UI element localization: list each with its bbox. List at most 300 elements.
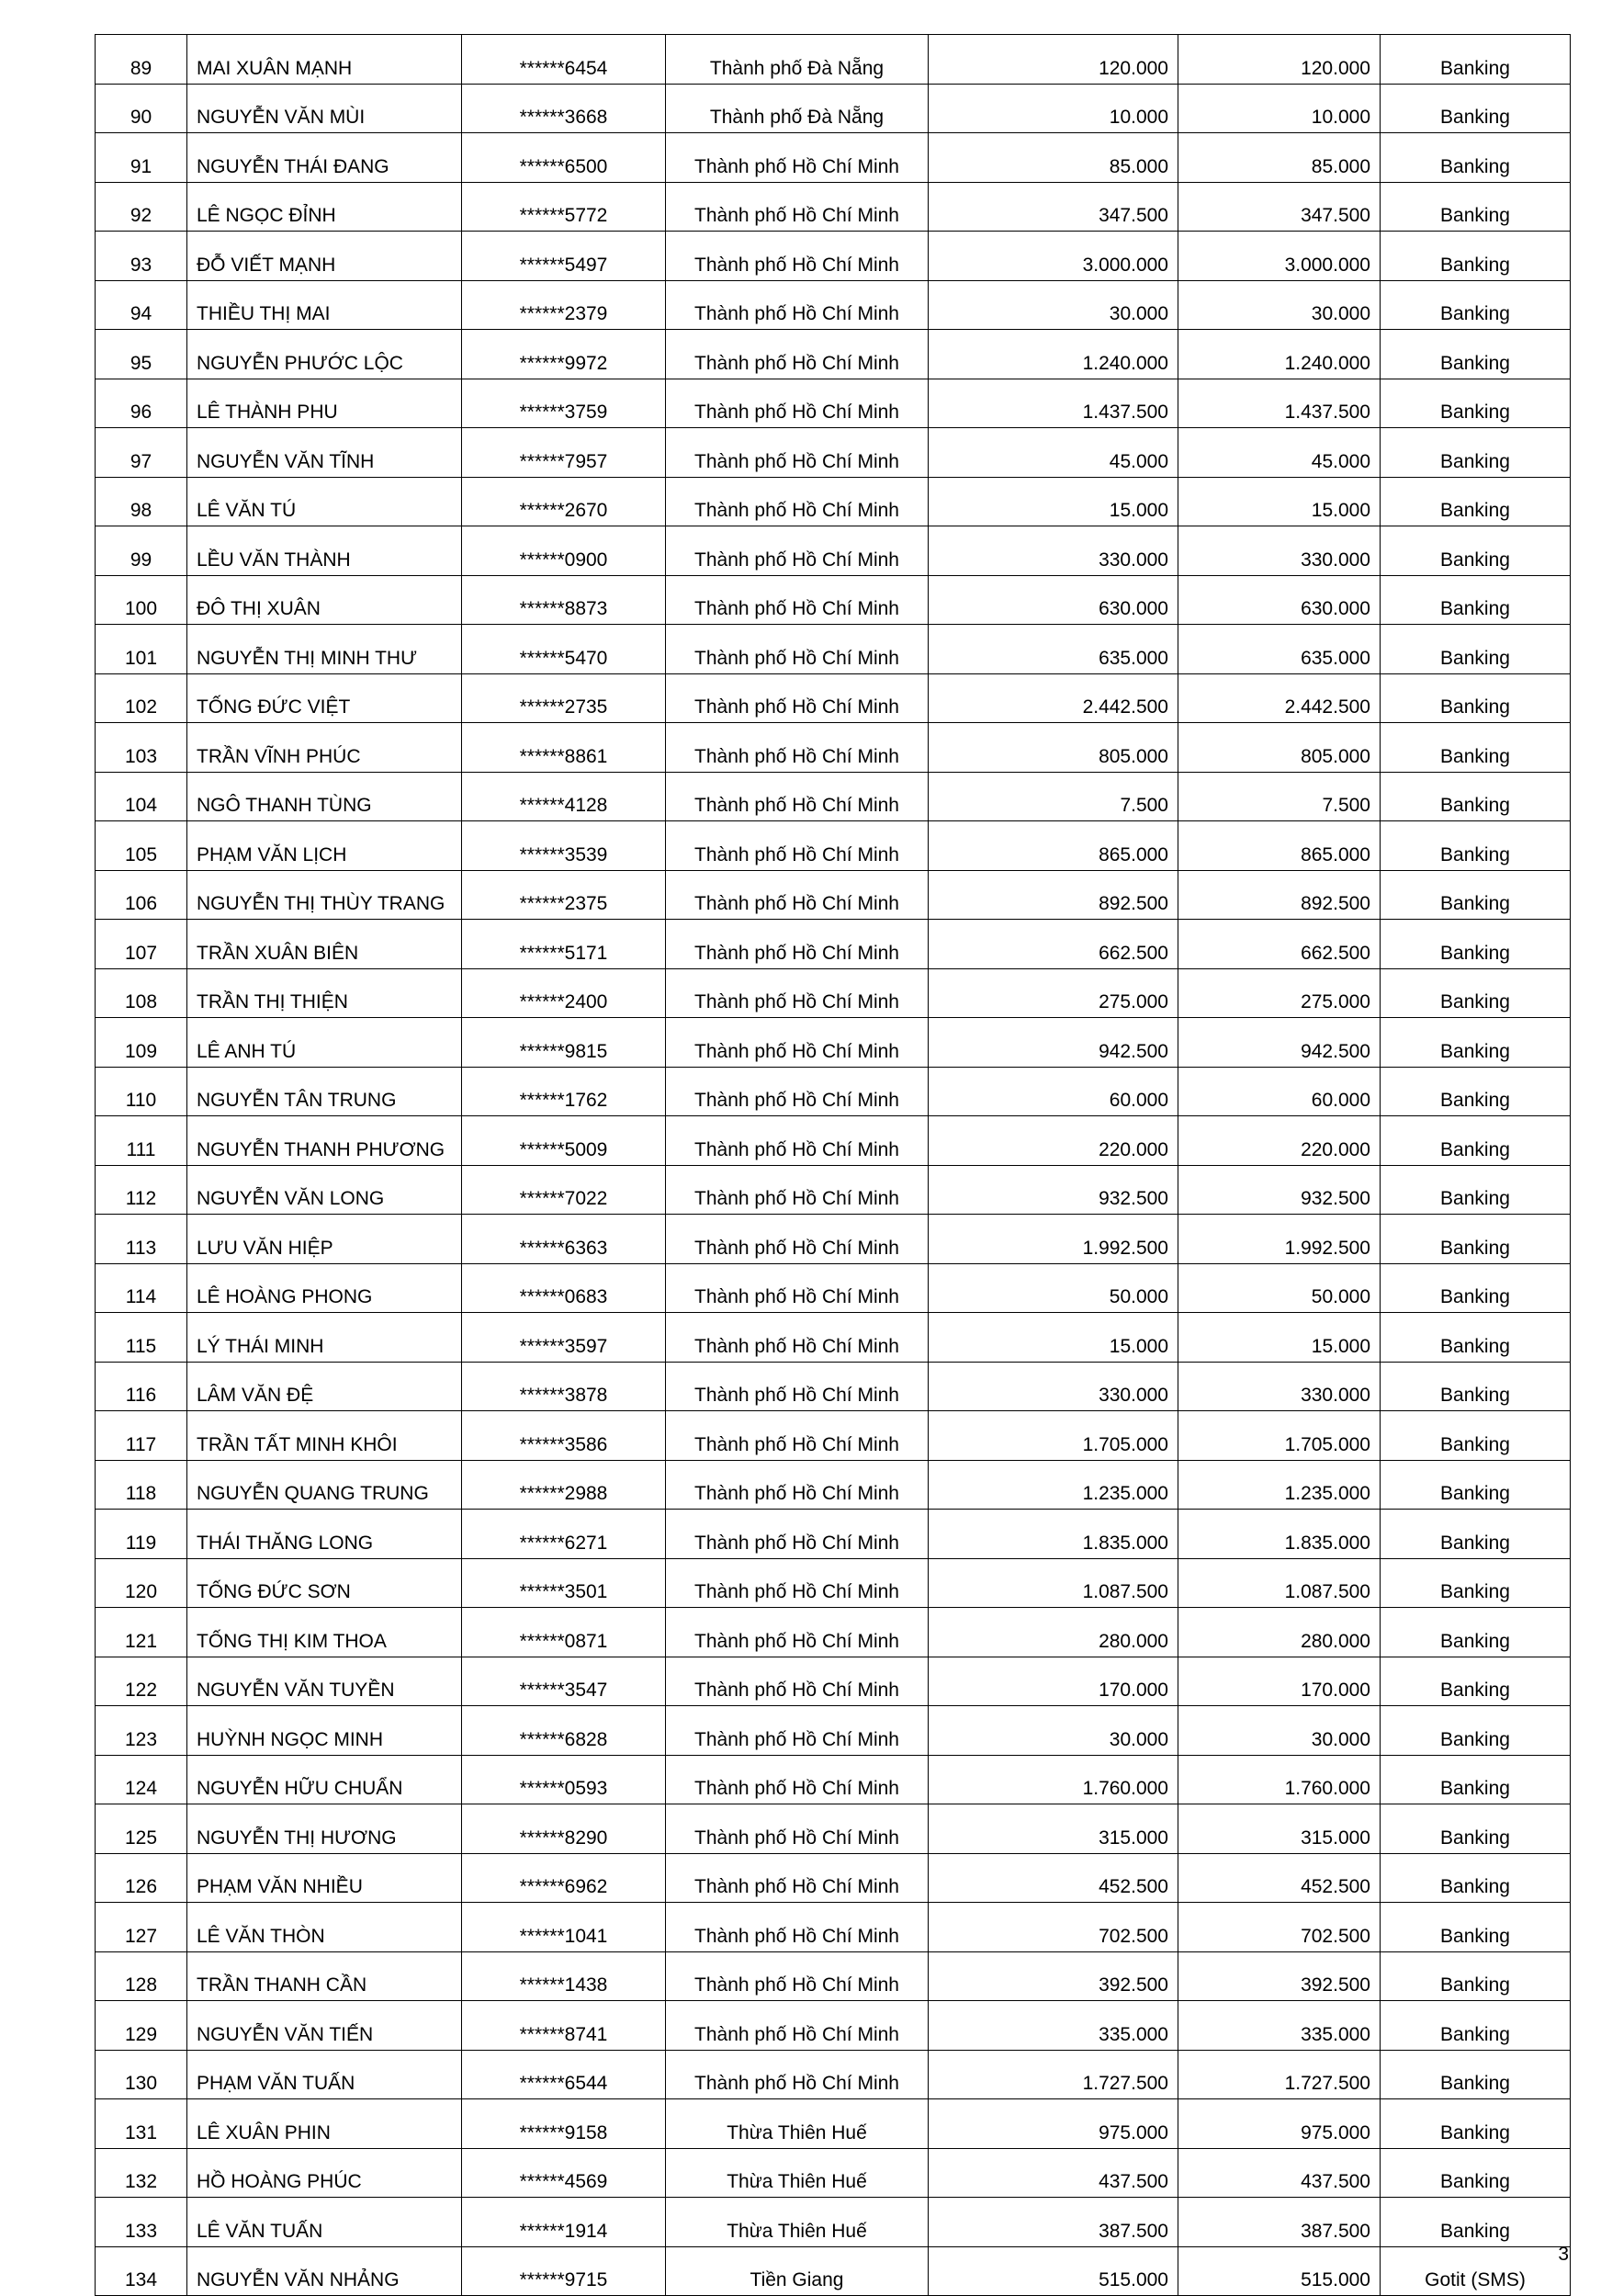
full-name-cell: ĐÔ THỊ XUÂN <box>187 575 462 625</box>
payment-method-cell: Banking <box>1381 526 1571 576</box>
table-row <box>96 1755 1571 1804</box>
masked-id-cell: ******3547 <box>462 1657 666 1706</box>
amount-paid-cell: 1.835.000 <box>1178 1510 1381 1559</box>
table-row <box>96 2050 1571 2099</box>
amount-paid-cell: 220.000 <box>1178 1116 1381 1166</box>
row-number-cell: 90 <box>96 84 187 133</box>
full-name-cell: LÊ HOÀNG PHONG <box>187 1263 462 1313</box>
masked-id-cell: ******8873 <box>462 575 666 625</box>
amount-registered-cell: 50.000 <box>929 1263 1178 1313</box>
masked-id-cell: ******2735 <box>462 673 666 723</box>
city-cell: Thành phố Hồ Chí Minh <box>666 133 929 183</box>
full-name-cell: NGUYỄN VĂN TUYỀN <box>187 1657 462 1706</box>
city-cell: Thừa Thiên Huế <box>666 2198 929 2247</box>
amount-paid-cell: 1.087.500 <box>1178 1558 1381 1608</box>
masked-id-cell: ******5497 <box>462 232 666 281</box>
row-number-cell: 111 <box>96 1116 187 1166</box>
row-number-cell: 116 <box>96 1362 187 1411</box>
city-cell: Thành phố Hồ Chí Minh <box>666 1116 929 1166</box>
payment-method-cell: Banking <box>1381 1706 1571 1756</box>
city-cell: Thành phố Hồ Chí Minh <box>666 428 929 478</box>
row-number-cell: 134 <box>96 2246 187 2296</box>
payment-method-cell: Banking <box>1381 870 1571 920</box>
masked-id-cell: ******7022 <box>462 1165 666 1215</box>
masked-id-cell: ******1438 <box>462 1951 666 2001</box>
amount-registered-cell: 30.000 <box>929 280 1178 330</box>
amount-registered-cell: 975.000 <box>929 2099 1178 2149</box>
row-number-cell: 105 <box>96 821 187 871</box>
row-number-cell: 103 <box>96 723 187 773</box>
amount-paid-cell: 30.000 <box>1178 280 1381 330</box>
full-name-cell: NGUYỄN THANH PHƯƠNG <box>187 1116 462 1166</box>
amount-paid-cell: 85.000 <box>1178 133 1381 183</box>
amount-paid-cell: 2.442.500 <box>1178 673 1381 723</box>
amount-paid-cell: 1.240.000 <box>1178 330 1381 379</box>
recipient-table <box>95 34 1571 2296</box>
table-row <box>96 1018 1571 1068</box>
full-name-cell: THÁI THĂNG LONG <box>187 1510 462 1559</box>
masked-id-cell: ******3539 <box>462 821 666 871</box>
payment-method-cell: Banking <box>1381 968 1571 1018</box>
full-name-cell: LỀU VĂN THÀNH <box>187 526 462 576</box>
payment-method-cell: Banking <box>1381 1165 1571 1215</box>
masked-id-cell: ******7957 <box>462 428 666 478</box>
row-number-cell: 130 <box>96 2050 187 2099</box>
amount-registered-cell: 7.500 <box>929 772 1178 821</box>
city-cell: Thành phố Hồ Chí Minh <box>666 2001 929 2051</box>
masked-id-cell: ******3759 <box>462 379 666 428</box>
amount-registered-cell: 932.500 <box>929 1165 1178 1215</box>
amount-paid-cell: 3.000.000 <box>1178 232 1381 281</box>
masked-id-cell: ******0683 <box>462 1263 666 1313</box>
full-name-cell: NGUYỄN VĂN LONG <box>187 1165 462 1215</box>
amount-registered-cell: 15.000 <box>929 477 1178 526</box>
masked-id-cell: ******2375 <box>462 870 666 920</box>
amount-paid-cell: 865.000 <box>1178 821 1381 871</box>
amount-paid-cell: 347.500 <box>1178 182 1381 232</box>
amount-paid-cell: 330.000 <box>1178 1362 1381 1411</box>
table-row <box>96 723 1571 773</box>
full-name-cell: LÊ VĂN TUẤN <box>187 2198 462 2247</box>
row-number-cell: 112 <box>96 1165 187 1215</box>
city-cell: Thành phố Hồ Chí Minh <box>666 330 929 379</box>
amount-paid-cell: 7.500 <box>1178 772 1381 821</box>
city-cell: Thành phố Hồ Chí Minh <box>666 1804 929 1854</box>
city-cell: Thành phố Hồ Chí Minh <box>666 1657 929 1706</box>
full-name-cell: LÊ XUÂN PHIN <box>187 2099 462 2149</box>
amount-paid-cell: 630.000 <box>1178 575 1381 625</box>
masked-id-cell: ******5009 <box>462 1116 666 1166</box>
row-number-cell: 113 <box>96 1215 187 1264</box>
full-name-cell: THIỀU THỊ MAI <box>187 280 462 330</box>
amount-paid-cell: 45.000 <box>1178 428 1381 478</box>
amount-paid-cell: 330.000 <box>1178 526 1381 576</box>
amount-paid-cell: 805.000 <box>1178 723 1381 773</box>
masked-id-cell: ******1914 <box>462 2198 666 2247</box>
payment-method-cell: Gotit (SMS) <box>1381 2246 1571 2296</box>
table-row <box>96 1067 1571 1116</box>
amount-paid-cell: 702.500 <box>1178 1903 1381 1952</box>
amount-registered-cell: 347.500 <box>929 182 1178 232</box>
masked-id-cell: ******6454 <box>462 35 666 85</box>
table-row <box>96 2001 1571 2051</box>
amount-registered-cell: 1.087.500 <box>929 1558 1178 1608</box>
table-row <box>96 1116 1571 1166</box>
full-name-cell: NGUYỄN THỊ MINH THƯ <box>187 625 462 674</box>
table-row <box>96 1558 1571 1608</box>
table-row <box>96 477 1571 526</box>
masked-id-cell: ******6363 <box>462 1215 666 1264</box>
city-cell: Thành phố Hồ Chí Minh <box>666 1313 929 1363</box>
table-row <box>96 968 1571 1018</box>
payment-method-cell: Banking <box>1381 821 1571 871</box>
full-name-cell: NGUYỄN TÂN TRUNG <box>187 1067 462 1116</box>
row-number-cell: 125 <box>96 1804 187 1854</box>
row-number-cell: 132 <box>96 2148 187 2198</box>
amount-paid-cell: 170.000 <box>1178 1657 1381 1706</box>
amount-registered-cell: 120.000 <box>929 35 1178 85</box>
amount-registered-cell: 3.000.000 <box>929 232 1178 281</box>
page-number: 3 <box>1558 2244 1569 2265</box>
full-name-cell: NGUYỄN VĂN TĨNH <box>187 428 462 478</box>
masked-id-cell: ******9715 <box>462 2246 666 2296</box>
row-number-cell: 123 <box>96 1706 187 1756</box>
full-name-cell: NGÔ THANH TÙNG <box>187 772 462 821</box>
row-number-cell: 94 <box>96 280 187 330</box>
payment-method-cell: Banking <box>1381 1067 1571 1116</box>
amount-registered-cell: 1.835.000 <box>929 1510 1178 1559</box>
masked-id-cell: ******3878 <box>462 1362 666 1411</box>
amount-registered-cell: 60.000 <box>929 1067 1178 1116</box>
payment-method-cell: Banking <box>1381 1313 1571 1363</box>
row-number-cell: 117 <box>96 1411 187 1461</box>
table-row <box>96 428 1571 478</box>
amount-paid-cell: 120.000 <box>1178 35 1381 85</box>
city-cell: Thành phố Hồ Chí Minh <box>666 673 929 723</box>
city-cell: Thành phố Hồ Chí Minh <box>666 477 929 526</box>
payment-method-cell: Banking <box>1381 1411 1571 1461</box>
table-row <box>96 1804 1571 1854</box>
masked-id-cell: ******3597 <box>462 1313 666 1363</box>
full-name-cell: NGUYỄN THỊ HƯƠNG <box>187 1804 462 1854</box>
table-row <box>96 625 1571 674</box>
table-row <box>96 182 1571 232</box>
payment-method-cell: Banking <box>1381 1951 1571 2001</box>
row-number-cell: 92 <box>96 182 187 232</box>
payment-method-cell: Banking <box>1381 280 1571 330</box>
masked-id-cell: ******2988 <box>462 1460 666 1510</box>
full-name-cell: LÊ VĂN THÒN <box>187 1903 462 1952</box>
payment-method-cell: Banking <box>1381 1608 1571 1657</box>
full-name-cell: PHẠM VĂN LỊCH <box>187 821 462 871</box>
amount-paid-cell: 1.727.500 <box>1178 2050 1381 2099</box>
table-row <box>96 673 1571 723</box>
row-number-cell: 97 <box>96 428 187 478</box>
row-number-cell: 89 <box>96 35 187 85</box>
amount-registered-cell: 30.000 <box>929 1706 1178 1756</box>
payment-method-cell: Banking <box>1381 133 1571 183</box>
table-row <box>96 1706 1571 1756</box>
amount-registered-cell: 1.437.500 <box>929 379 1178 428</box>
amount-registered-cell: 942.500 <box>929 1018 1178 1068</box>
row-number-cell: 120 <box>96 1558 187 1608</box>
masked-id-cell: ******3668 <box>462 84 666 133</box>
row-number-cell: 100 <box>96 575 187 625</box>
amount-paid-cell: 662.500 <box>1178 920 1381 969</box>
amount-paid-cell: 1.235.000 <box>1178 1460 1381 1510</box>
full-name-cell: TỐNG ĐỨC VIỆT <box>187 673 462 723</box>
masked-id-cell: ******9158 <box>462 2099 666 2149</box>
row-number-cell: 131 <box>96 2099 187 2149</box>
payment-method-cell: Banking <box>1381 2099 1571 2149</box>
city-cell: Thành phố Hồ Chí Minh <box>666 1608 929 1657</box>
amount-paid-cell: 932.500 <box>1178 1165 1381 1215</box>
amount-registered-cell: 335.000 <box>929 2001 1178 2051</box>
payment-method-cell: Banking <box>1381 1263 1571 1313</box>
amount-registered-cell: 702.500 <box>929 1903 1178 1952</box>
payment-method-cell: Banking <box>1381 35 1571 85</box>
table-row <box>96 2099 1571 2149</box>
table-row <box>96 280 1571 330</box>
masked-id-cell: ******3501 <box>462 1558 666 1608</box>
full-name-cell: LÊ THÀNH PHU <box>187 379 462 428</box>
city-cell: Thành phố Hồ Chí Minh <box>666 1951 929 2001</box>
city-cell: Thành phố Hồ Chí Minh <box>666 1362 929 1411</box>
masked-id-cell: ******9972 <box>462 330 666 379</box>
table-row <box>96 2148 1571 2198</box>
amount-paid-cell: 892.500 <box>1178 870 1381 920</box>
amount-registered-cell: 275.000 <box>929 968 1178 1018</box>
payment-method-cell: Banking <box>1381 920 1571 969</box>
table-row <box>96 133 1571 183</box>
amount-paid-cell: 942.500 <box>1178 1018 1381 1068</box>
payment-method-cell: Banking <box>1381 182 1571 232</box>
amount-paid-cell: 515.000 <box>1178 2246 1381 2296</box>
table-row <box>96 379 1571 428</box>
city-cell: Thành phố Hồ Chí Minh <box>666 379 929 428</box>
full-name-cell: MAI XUÂN MẠNH <box>187 35 462 85</box>
masked-id-cell: ******3586 <box>462 1411 666 1461</box>
city-cell: Thành phố Hồ Chí Minh <box>666 280 929 330</box>
masked-id-cell: ******4569 <box>462 2148 666 2198</box>
payment-method-cell: Banking <box>1381 379 1571 428</box>
table-row <box>96 2198 1571 2247</box>
amount-paid-cell: 1.705.000 <box>1178 1411 1381 1461</box>
amount-paid-cell: 387.500 <box>1178 2198 1381 2247</box>
payment-method-cell: Banking <box>1381 330 1571 379</box>
amount-registered-cell: 635.000 <box>929 625 1178 674</box>
table-row <box>96 1313 1571 1363</box>
payment-method-cell: Banking <box>1381 2148 1571 2198</box>
city-cell: Thành phố Hồ Chí Minh <box>666 526 929 576</box>
city-cell: Thành phố Hồ Chí Minh <box>666 821 929 871</box>
amount-paid-cell: 335.000 <box>1178 2001 1381 2051</box>
full-name-cell: HUỲNH NGỌC MINH <box>187 1706 462 1756</box>
masked-id-cell: ******2670 <box>462 477 666 526</box>
amount-registered-cell: 515.000 <box>929 2246 1178 2296</box>
city-cell: Thành phố Hồ Chí Minh <box>666 1215 929 1264</box>
amount-paid-cell: 275.000 <box>1178 968 1381 1018</box>
full-name-cell: HỒ HOÀNG PHÚC <box>187 2148 462 2198</box>
masked-id-cell: ******6271 <box>462 1510 666 1559</box>
full-name-cell: NGUYỄN HỮU CHUẨN <box>187 1755 462 1804</box>
table-row <box>96 526 1571 576</box>
row-number-cell: 119 <box>96 1510 187 1559</box>
amount-paid-cell: 315.000 <box>1178 1804 1381 1854</box>
row-number-cell: 107 <box>96 920 187 969</box>
amount-registered-cell: 220.000 <box>929 1116 1178 1166</box>
masked-id-cell: ******5171 <box>462 920 666 969</box>
city-cell: Thành phố Hồ Chí Minh <box>666 182 929 232</box>
payment-method-cell: Banking <box>1381 232 1571 281</box>
payment-method-cell: Banking <box>1381 2001 1571 2051</box>
payment-method-cell: Banking <box>1381 575 1571 625</box>
table-row <box>96 575 1571 625</box>
table-row <box>96 870 1571 920</box>
masked-id-cell: ******2379 <box>462 280 666 330</box>
row-number-cell: 102 <box>96 673 187 723</box>
amount-paid-cell: 635.000 <box>1178 625 1381 674</box>
payment-method-cell: Banking <box>1381 723 1571 773</box>
masked-id-cell: ******8861 <box>462 723 666 773</box>
row-number-cell: 104 <box>96 772 187 821</box>
amount-registered-cell: 1.992.500 <box>929 1215 1178 1264</box>
amount-registered-cell: 387.500 <box>929 2198 1178 2247</box>
row-number-cell: 114 <box>96 1263 187 1313</box>
amount-paid-cell: 60.000 <box>1178 1067 1381 1116</box>
masked-id-cell: ******0593 <box>462 1755 666 1804</box>
amount-registered-cell: 437.500 <box>929 2148 1178 2198</box>
city-cell: Thành phố Hồ Chí Minh <box>666 968 929 1018</box>
full-name-cell: NGUYỄN THÁI ĐANG <box>187 133 462 183</box>
payment-method-cell: Banking <box>1381 625 1571 674</box>
full-name-cell: LÂM VĂN ĐỆ <box>187 1362 462 1411</box>
city-cell: Thành phố Hồ Chí Minh <box>666 1165 929 1215</box>
amount-paid-cell: 1.760.000 <box>1178 1755 1381 1804</box>
full-name-cell: LÝ THÁI MINH <box>187 1313 462 1363</box>
amount-registered-cell: 452.500 <box>929 1853 1178 1903</box>
city-cell: Thành phố Hồ Chí Minh <box>666 1706 929 1756</box>
row-number-cell: 101 <box>96 625 187 674</box>
masked-id-cell: ******5470 <box>462 625 666 674</box>
masked-id-cell: ******0871 <box>462 1608 666 1657</box>
amount-paid-cell: 975.000 <box>1178 2099 1381 2149</box>
amount-registered-cell: 1.705.000 <box>929 1411 1178 1461</box>
table-row <box>96 1165 1571 1215</box>
row-number-cell: 99 <box>96 526 187 576</box>
table-row <box>96 232 1571 281</box>
amount-registered-cell: 392.500 <box>929 1951 1178 2001</box>
city-cell: Thành phố Hồ Chí Minh <box>666 625 929 674</box>
full-name-cell: TRẦN TẤT MINH KHÔI <box>187 1411 462 1461</box>
city-cell: Thành phố Hồ Chí Minh <box>666 1460 929 1510</box>
city-cell: Thành phố Hồ Chí Minh <box>666 1263 929 1313</box>
full-name-cell: PHẠM VĂN TUẤN <box>187 2050 462 2099</box>
city-cell: Thành phố Hồ Chí Minh <box>666 1903 929 1952</box>
table-row <box>96 1903 1571 1952</box>
payment-method-cell: Banking <box>1381 1804 1571 1854</box>
amount-registered-cell: 280.000 <box>929 1608 1178 1657</box>
full-name-cell: NGUYỄN QUANG TRUNG <box>187 1460 462 1510</box>
full-name-cell: LÊ VĂN TÚ <box>187 477 462 526</box>
city-cell: Thành phố Đà Nẵng <box>666 35 929 85</box>
masked-id-cell: ******8290 <box>462 1804 666 1854</box>
city-cell: Thành phố Đà Nẵng <box>666 84 929 133</box>
table-row <box>96 1411 1571 1461</box>
payment-method-cell: Banking <box>1381 1755 1571 1804</box>
amount-registered-cell: 892.500 <box>929 870 1178 920</box>
masked-id-cell: ******8741 <box>462 2001 666 2051</box>
full-name-cell: NGUYỄN VĂN NHẢNG <box>187 2246 462 2296</box>
city-cell: Thành phố Hồ Chí Minh <box>666 232 929 281</box>
amount-registered-cell: 1.240.000 <box>929 330 1178 379</box>
masked-id-cell: ******9815 <box>462 1018 666 1068</box>
payment-method-cell: Banking <box>1381 1018 1571 1068</box>
row-number-cell: 129 <box>96 2001 187 2051</box>
amount-paid-cell: 50.000 <box>1178 1263 1381 1313</box>
amount-paid-cell: 437.500 <box>1178 2148 1381 2198</box>
amount-registered-cell: 330.000 <box>929 1362 1178 1411</box>
city-cell: Thừa Thiên Huế <box>666 2148 929 2198</box>
amount-registered-cell: 630.000 <box>929 575 1178 625</box>
masked-id-cell: ******2400 <box>462 968 666 1018</box>
amount-paid-cell: 15.000 <box>1178 1313 1381 1363</box>
amount-registered-cell: 2.442.500 <box>929 673 1178 723</box>
full-name-cell: PHẠM VĂN NHIỀU <box>187 1853 462 1903</box>
amount-registered-cell: 315.000 <box>929 1804 1178 1854</box>
row-number-cell: 109 <box>96 1018 187 1068</box>
row-number-cell: 110 <box>96 1067 187 1116</box>
table-row <box>96 1215 1571 1264</box>
full-name-cell: ĐỖ VIẾT MẠNH <box>187 232 462 281</box>
table-row <box>96 1608 1571 1657</box>
row-number-cell: 106 <box>96 870 187 920</box>
masked-id-cell: ******1762 <box>462 1067 666 1116</box>
row-number-cell: 91 <box>96 133 187 183</box>
table-row <box>96 1951 1571 2001</box>
masked-id-cell: ******0900 <box>462 526 666 576</box>
city-cell: Thành phố Hồ Chí Minh <box>666 1853 929 1903</box>
table-row <box>96 2246 1571 2296</box>
masked-id-cell: ******4128 <box>462 772 666 821</box>
table-row <box>96 920 1571 969</box>
payment-method-cell: Banking <box>1381 477 1571 526</box>
row-number-cell: 124 <box>96 1755 187 1804</box>
full-name-cell: TRẦN VĨNH PHÚC <box>187 723 462 773</box>
amount-registered-cell: 865.000 <box>929 821 1178 871</box>
city-cell: Thừa Thiên Huế <box>666 2099 929 2149</box>
payment-method-cell: Banking <box>1381 1903 1571 1952</box>
row-number-cell: 127 <box>96 1903 187 1952</box>
row-number-cell: 98 <box>96 477 187 526</box>
amount-registered-cell: 805.000 <box>929 723 1178 773</box>
full-name-cell: NGUYỄN VĂN TIẾN <box>187 2001 462 2051</box>
row-number-cell: 115 <box>96 1313 187 1363</box>
full-name-cell: TỐNG ĐỨC SƠN <box>187 1558 462 1608</box>
full-name-cell: TỐNG THỊ KIM THOA <box>187 1608 462 1657</box>
city-cell: Thành phố Hồ Chí Minh <box>666 1018 929 1068</box>
city-cell: Thành phố Hồ Chí Minh <box>666 1411 929 1461</box>
city-cell: Thành phố Hồ Chí Minh <box>666 723 929 773</box>
amount-paid-cell: 1.992.500 <box>1178 1215 1381 1264</box>
table-row <box>96 821 1571 871</box>
masked-id-cell: ******5772 <box>462 182 666 232</box>
amount-paid-cell: 1.437.500 <box>1178 379 1381 428</box>
city-cell: Thành phố Hồ Chí Minh <box>666 1755 929 1804</box>
amount-registered-cell: 1.760.000 <box>929 1755 1178 1804</box>
city-cell: Thành phố Hồ Chí Minh <box>666 1067 929 1116</box>
payment-method-cell: Banking <box>1381 673 1571 723</box>
